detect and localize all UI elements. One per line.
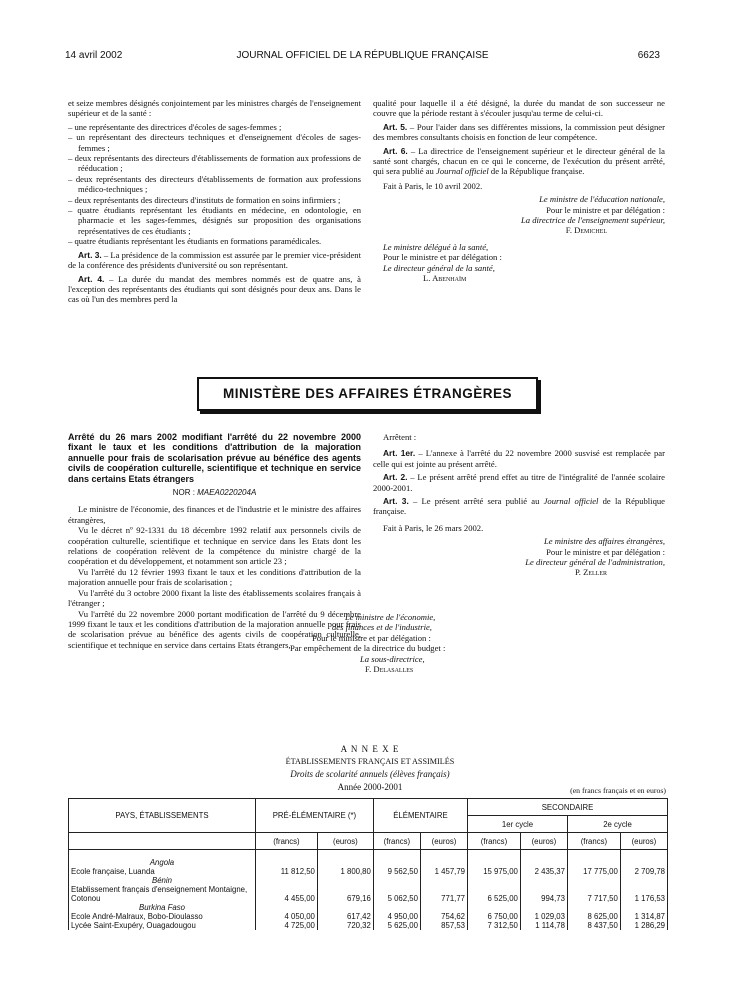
article-3 [68, 250, 361, 271]
col-header-euros: (euros) [520, 833, 567, 850]
value-euros: 720,32 [317, 921, 373, 930]
value-francs: 5 625,00 [373, 921, 420, 930]
signatory-title: Le ministre délégué à la santé, [383, 241, 489, 252]
fees-table [68, 798, 668, 930]
country-row [69, 876, 668, 885]
top-right-column [373, 98, 665, 284]
empty-cell [620, 903, 667, 912]
value-euros: 754,62 [420, 912, 467, 921]
value-euros: 857,53 [420, 921, 467, 930]
spacer-cell [420, 850, 467, 859]
signatory-delegation: Pour le ministre et par délégation : [383, 252, 502, 263]
article-4 [68, 274, 361, 305]
spacer-cell [468, 850, 521, 859]
empty-cell [373, 903, 420, 912]
nor-reference [68, 488, 361, 498]
establishment-name: Lycée Saint-Exupéry, Ouagadougou [69, 921, 256, 930]
country-name: Burkina Faso [69, 903, 256, 912]
spacer-cell [373, 850, 420, 859]
col-header-francs: (francs) [256, 833, 318, 850]
col-header-blank [69, 833, 256, 850]
list-item: – quatre étudiants représentant les étudiants en médecine, en odontologie, en pharmacie et les sages-femmes, désignés sur proposition des organisations représentatives de ces étudiants ; [68, 205, 361, 236]
article-3-text: – Le présent arrêté sera publié au [408, 496, 544, 507]
signatory-title: Le ministre de l'économie, [345, 612, 436, 622]
value-francs: 4 050,00 [256, 912, 318, 921]
fait-a-paris: Fait à Paris, le 26 mars 2002. [383, 522, 484, 533]
empty-cell [468, 858, 521, 867]
value-euros: 994,73 [520, 885, 567, 903]
col-header-francs: (francs) [567, 833, 620, 850]
empty-cell [420, 876, 467, 885]
col-header-elementaire: ÉLÉMENTAIRE [373, 799, 467, 833]
intro-text: et seize membres désignés conjointement par les ministres chargés de l'enseignement supérieur et de la santé : [68, 98, 361, 119]
article-5-text: – Pour l'aider dans ses différentes missions, la commission peut désigner des membres consultants choisis en fonction de leur compétence. [373, 121, 665, 143]
empty-cell [620, 876, 667, 885]
col-header-secondaire: SECONDAIRE [468, 799, 668, 816]
empty-cell [373, 876, 420, 885]
signatory-title: Le ministre des affaires étrangères, [543, 536, 665, 547]
table-row [69, 921, 668, 930]
value-euros: 2 709,78 [620, 867, 667, 876]
spacer-cell [317, 850, 373, 859]
journal-officiel-ref: Journal officiel [436, 166, 489, 177]
col-header-pays: PAYS, ÉTABLISSEMENTS [69, 799, 256, 833]
empty-cell [256, 858, 318, 867]
signatory-role: Le directeur général de l'administration, [525, 557, 665, 568]
empty-cell [520, 876, 567, 885]
annexe-title: A N N E X E [340, 744, 400, 754]
list-item: – deux représentants des directeurs d'établissements de formation aux professions de rééducation ; [68, 153, 361, 174]
arrete-title: Arrêté du 26 mars 2002 modifiant l'arrêté du 22 novembre 2000 fixant le taux et les conditions d'attribution de la majoration annuelle pour frais de scolarisation prévue au bénéfice des agents civils de coopération culturelle, scientifique et technique en service dans certains Etats étrangers [68, 432, 361, 484]
arretent: Arrêtent : [383, 432, 417, 442]
signature-block-economie [290, 612, 530, 674]
col-header-pre-elementaire: PRÉ-ÉLÉMENTAIRE (*) [256, 799, 374, 833]
article-6-label: Art. 6. [383, 145, 408, 156]
establishment-name: Etablissement français d'enseignement Montaigne, Cotonou [69, 885, 256, 903]
spacer-row [69, 850, 668, 859]
empty-cell [567, 858, 620, 867]
article-3 [373, 496, 665, 517]
col-header-euros: (euros) [317, 833, 373, 850]
list-item: – un représentant des directeurs techniques et d'enseignement d'écoles de sages-femmes ; [68, 132, 361, 153]
signatory-title: des finances et de l'industrie, [332, 622, 432, 633]
spacer-cell [520, 850, 567, 859]
article-3-label: Art. 3. [78, 249, 102, 260]
empty-cell [317, 858, 373, 867]
value-francs: 4 725,00 [256, 921, 318, 930]
value-francs: 7 312,50 [468, 921, 521, 930]
table-row [69, 912, 668, 921]
signatory-empechement: Par empêchement de la directrice du budget : [290, 643, 446, 654]
col-header-euros: (euros) [620, 833, 667, 850]
article-6 [373, 146, 665, 177]
nor-code: MAEA0220204A [197, 488, 257, 498]
value-euros: 617,42 [317, 912, 373, 921]
arrete-right-column [373, 432, 665, 578]
empty-cell [520, 858, 567, 867]
col-header-2e-cycle: 2e cycle [567, 816, 667, 833]
value-euros: 1 176,53 [620, 885, 667, 903]
article-4-label: Art. 4. [78, 273, 105, 284]
article-1 [373, 448, 665, 469]
col-header-1er-cycle: 1er cycle [468, 816, 568, 833]
signatory-role: La directrice de l'enseignement supérieur, [521, 215, 665, 226]
signatory-name: F. Demichel [565, 225, 607, 236]
signatory-name: L. Abenhaïm [423, 273, 467, 284]
value-francs: 4 950,00 [373, 912, 420, 921]
fait-a-paris: Fait à Paris, le 10 avril 2002. [383, 180, 483, 191]
preamble-paragraph: Vu le décret nº 92-1331 du 18 décembre 1992 relatif aux personnels civils de coopération culturelle, scientifique et technique en service dans les Etats dont les relations de coopération relèvent de la compétence du ministre chargé de la coopération et du développement, et notamment son article 23 ; [68, 525, 361, 567]
signatory-name: P. Zeller [574, 567, 607, 578]
country-row [69, 858, 668, 867]
spacer-cell [620, 850, 667, 859]
empty-cell [468, 903, 521, 912]
article-6-text-end: de la République française. [488, 166, 585, 177]
article-2-text: – Le présent arrêté prend effet au titre de l'intégralité de l'année scolaire 2000-2001. [373, 472, 665, 493]
signature-block-sante [373, 242, 665, 284]
preamble-paragraph: Vu l'arrêté du 3 octobre 2000 fixant la liste des établissements scolaires français à l'étranger ; [68, 587, 361, 609]
list-item: – deux représentants des directeurs d'instituts de formation en soins infirmiers ; [68, 194, 341, 205]
table-row [69, 885, 668, 903]
annexe-subtitle: ÉTABLISSEMENTS FRANÇAIS ET ASSIMILÉS [285, 756, 455, 766]
article-5-label: Art. 5. [383, 121, 408, 132]
page-number: 6623 [637, 50, 660, 61]
value-euros: 1 286,29 [620, 921, 667, 930]
value-francs: 15 975,00 [468, 867, 521, 876]
empty-cell [373, 858, 420, 867]
signature-block-education [373, 194, 665, 236]
country-row [69, 903, 668, 912]
page-header [65, 50, 660, 64]
value-euros: 1 314,87 [620, 912, 667, 921]
empty-cell [567, 876, 620, 885]
article-3-label: Art. 3. [383, 496, 409, 507]
annexe-droits: Droits de scolarité annuels (élèves français) [290, 769, 450, 779]
spacer-cell [567, 850, 620, 859]
value-francs: 8 437,50 [567, 921, 620, 930]
value-francs: 9 562,50 [373, 867, 420, 876]
table-body [69, 850, 668, 931]
article-3-text-end: de la République française. [373, 496, 665, 517]
value-francs: 11 812,50 [256, 867, 318, 876]
top-left-column [68, 98, 361, 308]
article-2-label: Art. 2. [383, 472, 408, 483]
signatory-delegation: Pour le ministre et par délégation : [546, 546, 665, 557]
article-1-text: – L'annexe à l'arrêté du 22 novembre 2000 susvisé est remplacée par celle qui est jointe au présent arrêté. [373, 448, 665, 469]
value-euros: 1 029,03 [520, 912, 567, 921]
spacer-cell [69, 850, 256, 859]
value-francs: 8 625,00 [567, 912, 620, 921]
country-name: Angola [69, 858, 256, 867]
empty-cell [620, 858, 667, 867]
list-item: – quatre étudiants représentant les étudiants en formations paramédicales. [68, 236, 322, 247]
empty-cell [468, 876, 521, 885]
header-date: 14 avril 2002 [65, 50, 123, 61]
list-item: – deux représentants des directeurs d'établissements de formation aux professions médico-techniques ; [68, 173, 361, 195]
journal-title: JOURNAL OFFICIEL DE LA RÉPUBLIQUE FRANÇAISE [236, 50, 489, 61]
article-2 [373, 472, 665, 493]
article-5 [373, 122, 665, 143]
value-euros: 2 435,37 [520, 867, 567, 876]
value-euros: 771,77 [420, 885, 467, 903]
signatory-delegation: Pour le ministre et par délégation : [312, 632, 431, 643]
country-name: Bénin [69, 876, 256, 885]
signatory-role: Le directeur général de la santé, [383, 262, 495, 273]
annexe-annee: Année 2000-2001 [337, 781, 403, 792]
empty-cell [520, 903, 567, 912]
establishment-name: Ecole française, Luanda [69, 867, 256, 876]
article-1-label: Art. 1er. [383, 448, 416, 459]
continuation-text: qualité pour laquelle il a été désigné, la durée du mandat de son successeur ne couvre que la période restant à s'écouler jusqu'au terme de celui-ci. [373, 98, 665, 119]
value-francs: 7 717,50 [567, 885, 620, 903]
empty-cell [256, 876, 318, 885]
signatory-title: Le ministre de l'éducation nationale, [539, 194, 665, 205]
empty-cell [420, 903, 467, 912]
empty-cell [420, 858, 467, 867]
signatory-name: F. Delasalles [365, 664, 414, 675]
article-3-text: – La présidence de la commission est assurée par le premier vice-président de la conférence des présidents d'université ou son représentant. [68, 249, 361, 271]
value-euros: 1 457,79 [420, 867, 467, 876]
value-francs: 5 062,50 [373, 885, 420, 903]
signature-block-affaires-etrangeres [373, 536, 665, 578]
value-francs: 6 525,00 [468, 885, 521, 903]
value-francs: 17 775,00 [567, 867, 620, 876]
article-4-text: – La durée du mandat des membres nommés est de quatre ans, à l'exception des représentants des étudiants qui sont désignés pour deux ans. Dans le cas où l'un des membres perd la [68, 273, 361, 305]
units-note: (en francs français et en euros) [570, 786, 666, 795]
value-francs: 6 750,00 [468, 912, 521, 921]
value-euros: 1 114,78 [520, 921, 567, 930]
preamble-paragraph: Vu l'arrêté du 22 novembre 2000 portant modification de l'arrêté du 9 décembre 1999 fixant le taux et les conditions d'attribution de la majoration annuelle pour frais de scolarisation prévue au bénéfice des agents civils de coopération culturelle, scientifique et technique en service dans certains Etats étrangers, [68, 608, 361, 650]
value-francs: 4 455,00 [256, 885, 318, 903]
value-euros: 679,16 [317, 885, 373, 903]
article-6-text: – La directrice de l'enseignement supérieur et le directeur général de la santé sont chargés, chacun en ce qui le concerne, de l'exécution du présent arrêté, qui sera publié au [373, 145, 665, 177]
empty-cell [317, 876, 373, 885]
empty-cell [317, 903, 373, 912]
establishment-name: Ecole André-Malraux, Bobo-Dioulasso [69, 912, 256, 921]
signatory-delegation: Pour le ministre et par délégation : [546, 204, 665, 215]
table-row [69, 867, 668, 876]
list-item: – une représentante des directrices d'écoles de sages-femmes ; [68, 121, 282, 132]
empty-cell [256, 903, 318, 912]
preamble-paragraph: Vu l'arrêté du 12 février 1993 fixant le taux et les conditions d'attribution de la majoration annuelle pour frais de scolarisation ; [68, 566, 361, 588]
spacer-cell [256, 850, 318, 859]
journal-officiel-ref: Journal officiel [543, 496, 599, 507]
col-header-euros: (euros) [420, 833, 467, 850]
col-header-francs: (francs) [468, 833, 521, 850]
ministry-heading: MINISTÈRE DES AFFAIRES ÉTRANGÈRES [197, 377, 538, 411]
value-euros: 1 800,80 [317, 867, 373, 876]
preamble-paragraph: Le ministre de l'économie, des finances et de l'industrie et le ministre des affaires étrangères, [68, 504, 361, 525]
nor-label: NOR : [172, 488, 198, 498]
empty-cell [567, 903, 620, 912]
col-header-francs: (francs) [373, 833, 420, 850]
signatory-role: La sous-directrice, [360, 653, 425, 664]
member-list [68, 122, 361, 247]
